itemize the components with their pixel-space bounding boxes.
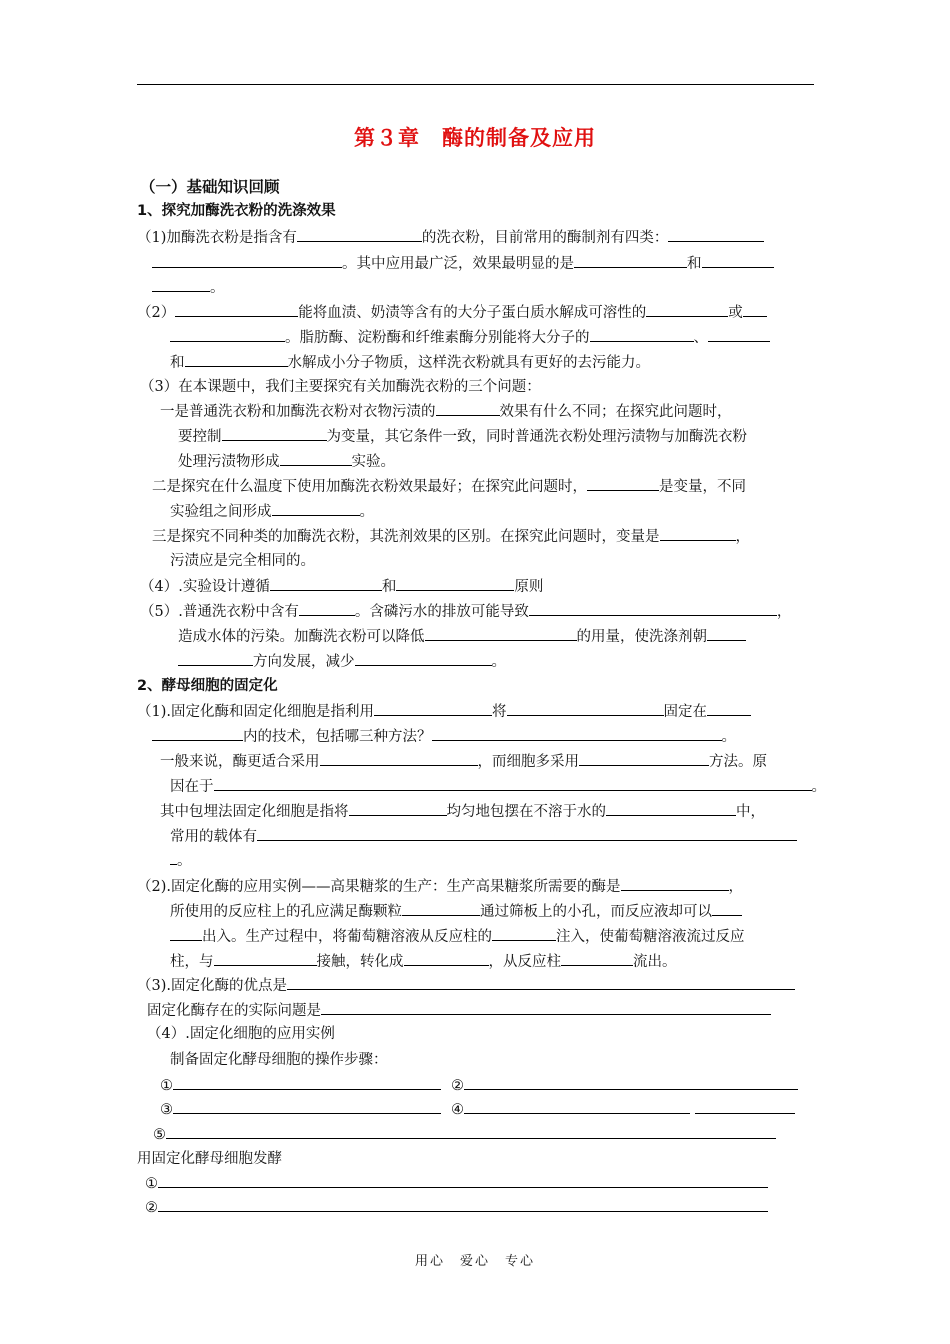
- blank: [320, 750, 478, 766]
- blank: [166, 1123, 776, 1139]
- blank: [173, 1074, 441, 1090]
- topic-1-heading: 1、探究加酶洗衣粉的洗涤效果: [137, 203, 336, 219]
- step-row-3: ⑤: [153, 1123, 776, 1146]
- ferment-row-2: ②: [145, 1196, 768, 1219]
- blank: [574, 252, 687, 268]
- blank: [708, 326, 770, 342]
- blank: [158, 1172, 768, 1188]
- blank: [668, 226, 764, 242]
- blank: [175, 301, 298, 317]
- blank: [561, 950, 633, 966]
- q2-line-2: 。脂肪酶、淀粉酶和纤维素酶分别能将大分子的 、: [170, 326, 770, 349]
- blank: [529, 600, 777, 616]
- blank: [178, 650, 253, 666]
- q5-line-2: 造成水体的污染。加酶洗衣粉可以降低 的用量，使洗涤剂朝: [178, 625, 746, 648]
- blank: [660, 525, 736, 541]
- blank: [464, 1074, 798, 1090]
- blank: [280, 450, 352, 466]
- blank: [170, 326, 285, 342]
- blank: [185, 351, 288, 367]
- blank: [170, 925, 202, 941]
- blank: [355, 650, 492, 666]
- p1-line-7: 。: [170, 849, 192, 872]
- p1-line-3: 一般来说，酶更适合采用 ，而细胞多采用 方法。原: [160, 750, 767, 773]
- p2-line-1: （2).固定化酶的应用实例——高果糖浆的生产：生产高果糖浆所需要的酶是 ，: [137, 875, 743, 898]
- q3-line-7: 三是探究不同种类的加酶洗衣粉，其洗剂效果的区别。在探究此问题时，变量是 ，: [152, 525, 750, 548]
- blank: [222, 425, 327, 441]
- p4-heading: （4）.固定化细胞的应用实例: [147, 1026, 335, 1042]
- blank: [257, 825, 797, 841]
- blank: [695, 1098, 795, 1114]
- q5-line-3: 方向发展，减少 。: [178, 650, 506, 673]
- blank: [402, 900, 480, 916]
- blank: [702, 252, 774, 268]
- q3-line-1: （3）在本课题中，我们主要探究有关加酶洗衣粉的三个问题：: [140, 379, 541, 395]
- step-row-2: ③ ④: [160, 1098, 795, 1121]
- blank: [492, 925, 556, 941]
- blank: [396, 575, 514, 591]
- p1-line-1: （1).固定化酶和固定化细胞是指利用 将 固定在: [137, 700, 751, 723]
- step-row-1: ① ②: [160, 1074, 798, 1097]
- p1-line-2: 内的技术，包括哪三种方法？ 。: [152, 725, 736, 748]
- q3-line-2: 一是普通洗衣粉和加酶洗衣粉对衣物污渍的 效果有什么不同；在探究此问题时，: [160, 400, 732, 423]
- blank: [170, 849, 177, 865]
- q3-line-5: 二是探究在什么温度下使用加酶洗衣粉效果最好；在探究此问题时， 是变量，不同: [152, 475, 746, 498]
- q3-line-8: 污渍应是完全相同的。: [170, 553, 315, 569]
- blank: [436, 400, 500, 416]
- blank: [587, 475, 659, 491]
- p1-line-6: 常用的载体有: [170, 825, 797, 848]
- blank: [214, 950, 317, 966]
- blank: [712, 900, 742, 916]
- q1-line-2: 。其中应用最广泛，效果最明显的是 和: [152, 252, 774, 275]
- q2-line-3: 和 水解成小分子物质，这样洗衣粉就具有更好的去污能力。: [170, 351, 650, 374]
- blank: [173, 1098, 441, 1114]
- blank: [606, 800, 736, 816]
- chapter-title: 第３章 酶的制备及应用: [354, 126, 596, 150]
- p3-line-1: （3).固定化酶的优点是: [137, 974, 795, 997]
- blank: [214, 775, 812, 791]
- blank: [425, 625, 577, 641]
- blank: [621, 875, 729, 891]
- ferment-row-1: ①: [145, 1172, 768, 1195]
- blank: [646, 301, 728, 317]
- q1-line-1: （1)加酶洗衣粉是指含有 的洗衣粉，目前常用的酶制剂有四类：: [137, 226, 764, 249]
- p2-line-3: 出入。生产过程中，将葡萄糖溶液从反应柱的 注入，使葡萄糖溶液流过反应: [170, 925, 745, 948]
- blank: [270, 575, 382, 591]
- q3-line-4: 处理污渍物形成 实验。: [178, 450, 395, 473]
- blank: [272, 500, 360, 516]
- blank: [374, 700, 492, 716]
- blank: [707, 700, 751, 716]
- q1-line-3: 。: [152, 276, 225, 299]
- blank: [404, 950, 489, 966]
- blank: [152, 252, 342, 268]
- q3-line-3: 要控制 为变量，其它条件一致，同时普通洗衣粉处理污渍物与加酶洗衣粉: [178, 425, 747, 448]
- p2-line-2: 所使用的反应柱上的孔应满足酶颗粒 通过筛板上的小孔，而反应液却可以: [170, 900, 742, 923]
- blank: [349, 800, 447, 816]
- p4-steps-label: 制备固定化酵母细胞的操作步骤：: [170, 1052, 388, 1068]
- p2-line-4: 柱，与 接触，转化成 ，从反应柱 流出。: [170, 950, 677, 973]
- p1-line-4: 因在于 。: [170, 775, 826, 798]
- q2-line-1: （2） 能将血渍、奶渍等含有的大分子蛋白质水解成可溶性的 或: [137, 301, 767, 324]
- blank: [297, 226, 422, 242]
- blank: [743, 301, 767, 317]
- section-heading: （一）基础知识回顾: [140, 178, 280, 196]
- blank: [152, 725, 243, 741]
- blank: [158, 1196, 768, 1212]
- header-rule: [137, 84, 814, 85]
- blank: [579, 750, 709, 766]
- blank: [707, 625, 746, 641]
- fermentation-label: 用固定化酵母细胞发酵: [137, 1151, 282, 1167]
- page-footer: 用心 爱心 专心: [414, 1254, 535, 1269]
- q5-line-1: （5）.普通洗衣粉中含有 。含磷污水的排放可能导致 ，: [140, 600, 791, 623]
- blank: [299, 600, 355, 616]
- blank: [432, 725, 722, 741]
- q4-line: （4）.实验设计遵循 和 原则: [140, 575, 543, 598]
- q3-line-6: 实验组之间形成 。: [170, 500, 374, 523]
- blank: [321, 999, 771, 1015]
- blank: [287, 974, 795, 990]
- blank: [464, 1098, 690, 1114]
- topic-2-heading: 2、酵母细胞的固定化: [137, 678, 278, 694]
- p1-line-5: 其中包埋法固定化细胞是指将 均匀地包摆在不溶于水的 中，: [160, 800, 765, 823]
- p3-line-2: 固定化酶存在的实际问题是: [147, 999, 771, 1022]
- blank: [507, 700, 664, 716]
- blank: [152, 276, 210, 292]
- blank: [590, 326, 694, 342]
